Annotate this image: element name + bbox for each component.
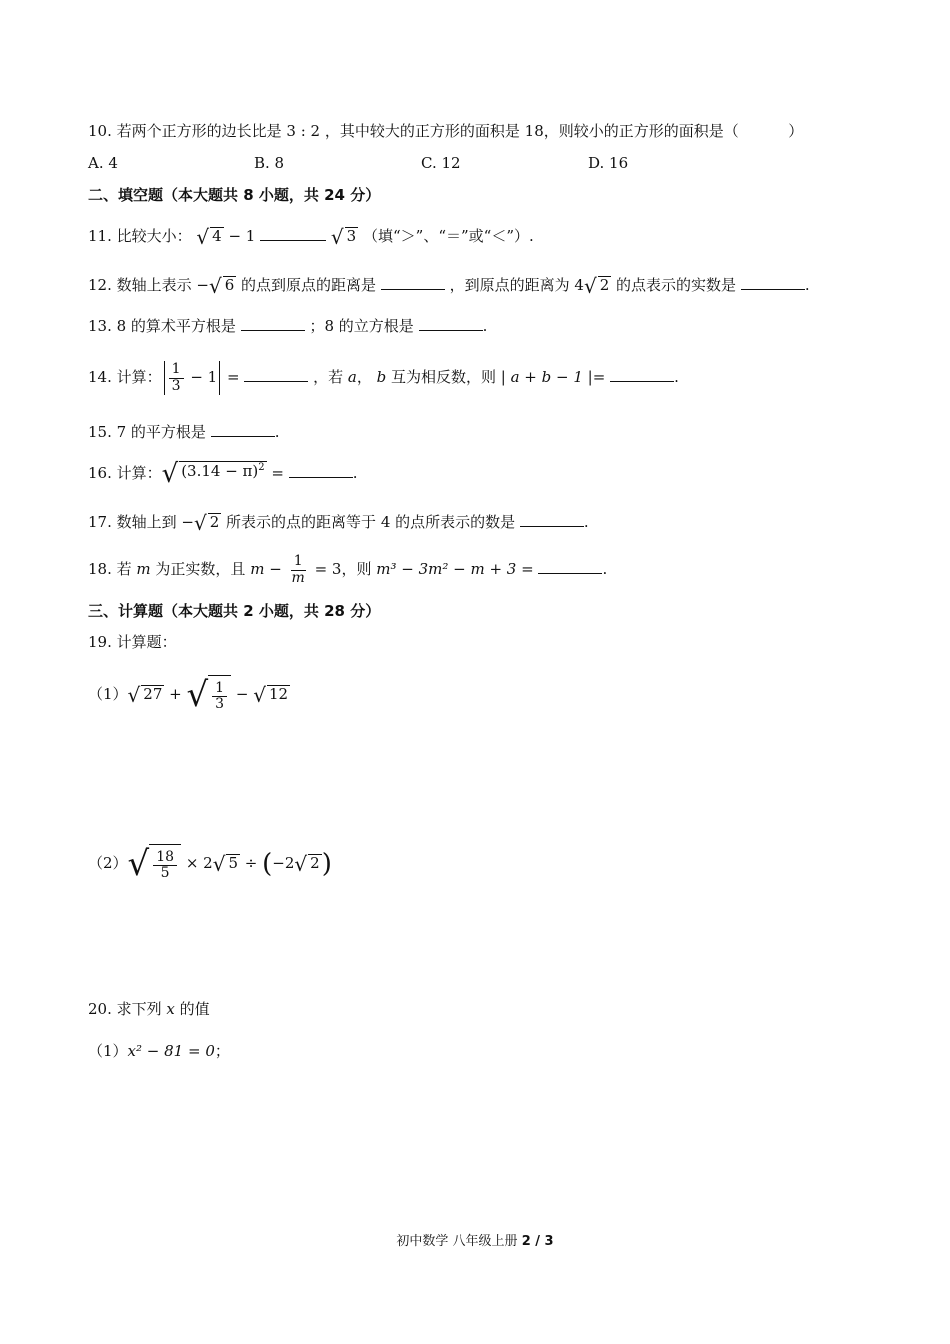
q10-close: ） <box>788 122 804 140</box>
q18-eq3: = 3，则 <box>309 560 377 578</box>
q19-p2-div: ÷ <box>240 854 263 872</box>
q18-expr: m³ − 3m² − m + 3 = <box>376 560 539 578</box>
q12-blank-1[interactable] <box>381 273 445 290</box>
question-15 <box>88 420 280 443</box>
q13-blank-1[interactable] <box>241 314 305 331</box>
q19-p2-sqrt-frac: √ $\frac{18}{5}$ <box>128 844 182 884</box>
q19-p1-sqrt-27: √ 27 <box>127 683 163 707</box>
question-17 <box>88 510 589 533</box>
q19-p1-num: 1 <box>212 681 227 697</box>
q19-p2-rparen: ) <box>321 849 332 879</box>
q14-comma: ， <box>356 368 377 386</box>
q14-fraction <box>169 362 184 394</box>
q16-end: . <box>352 464 358 482</box>
q14-mid: ，若 <box>313 368 348 386</box>
q10-stem: 10. 若两个正方形的边长比是 <box>88 122 282 140</box>
q14-mid2: 互为相反数，则 | <box>386 368 511 386</box>
q20-title-pre: 20. 求下列 <box>88 1000 167 1018</box>
question-18 <box>88 550 607 588</box>
q10-option-a: A. 4 <box>88 154 118 172</box>
q14-eq: = <box>222 368 245 386</box>
q17-mid: 所表示的点的距离等于 4 的点所表示的数是 <box>226 513 516 531</box>
q19-p2-sqrt-5: √ 5 <box>212 852 238 876</box>
q16-prefix: 16. 计算： <box>88 464 162 482</box>
q19-p2-num: 18 <box>153 850 177 866</box>
question-11 <box>88 224 534 247</box>
q16-exp: 2 <box>258 462 265 473</box>
q19-p1-sqrt-frac: √ $\frac{1}{3}$ <box>187 675 232 715</box>
q20-p1-expr: x² − 81 = 0 <box>127 1042 215 1060</box>
q11-sqrt-3: √ 3 <box>330 225 357 249</box>
q17-prefix: 17. 数轴上到 − <box>88 513 194 531</box>
q11-minus: − 1 <box>223 227 256 245</box>
q13-prefix: 13. 8 的算术平方根是 <box>88 317 236 335</box>
q19-p1-plus: + <box>164 685 187 703</box>
q18-end: . <box>602 560 608 578</box>
q19-p2-neg: −2 <box>272 854 295 872</box>
q11-suffix: （填“＞”、“＝”或“＜”）. <box>363 227 534 245</box>
q17-end: . <box>583 513 589 531</box>
q12-prefix: 12. 数轴上表示 − <box>88 276 209 294</box>
q16-sqrt: √ $(3.14 - \pi)^2$ <box>161 459 265 489</box>
q14-expr: a + b − 1 <box>510 368 583 386</box>
q16-radicand <box>179 461 266 487</box>
q20-p1-label: （1） <box>88 1042 128 1060</box>
q15-blank[interactable] <box>211 420 275 437</box>
q18-den: m <box>291 569 305 586</box>
q16-blank[interactable] <box>289 461 353 478</box>
q20-var-x: x <box>166 1000 175 1018</box>
q14-num: 1 <box>169 362 184 378</box>
q19-p1-minus: − <box>231 685 254 703</box>
q11-sqrt-4: √ 4 <box>196 225 222 249</box>
q12-sqrt-2: √ 2 <box>583 274 610 298</box>
question-14 <box>88 358 679 396</box>
q19-p2-frac <box>153 850 177 882</box>
q17-blank[interactable] <box>520 510 584 527</box>
q14-var-a: a <box>347 368 357 386</box>
q14-prefix: 14. 计算： <box>88 368 162 386</box>
q14-den: 3 <box>171 377 181 394</box>
question-20-part-1 <box>88 1040 230 1062</box>
q18-minus: − <box>264 560 287 578</box>
question-19-title: 19. 计算题： <box>88 633 177 651</box>
q10-option-d: D. 16 <box>588 154 629 172</box>
q19-p1-frac <box>212 681 227 713</box>
q19-p1-label: （1） <box>88 685 128 703</box>
q14-blank-2[interactable] <box>610 365 674 382</box>
page-footer <box>0 1230 950 1249</box>
q10-option-c: C. 12 <box>421 154 461 172</box>
question-16 <box>88 456 358 490</box>
q13-blank-2[interactable] <box>419 314 483 331</box>
question-13 <box>88 314 487 337</box>
q10-options <box>88 152 788 174</box>
section-3-heading: 三、计算题（本大题共 2 小题，共 28 分） <box>88 602 381 620</box>
q11-prefix: 11. 比较大小： <box>88 227 192 245</box>
q19-p2-label: （2） <box>88 854 128 872</box>
question-12 <box>88 273 810 296</box>
q19-p2-times: × 2 <box>181 854 213 872</box>
q14-minus: − 1 <box>185 368 218 386</box>
q11-blank[interactable] <box>260 224 326 241</box>
q12-mid2: ，到原点的距离为 4 <box>449 276 584 294</box>
q15-end: . <box>274 423 280 441</box>
q19-p2-lparen: ( <box>262 849 273 879</box>
q20-p1-end: ； <box>214 1042 230 1060</box>
q15-prefix: 15. 7 的平方根是 <box>88 423 206 441</box>
q14-abs-left <box>164 361 165 395</box>
q14-blank-1[interactable] <box>244 365 308 382</box>
q14-abs-right <box>219 361 220 395</box>
q18-num: 1 <box>291 554 306 570</box>
q18-mid: 为正实数，且 <box>150 560 251 578</box>
q18-prefix: 18. 若 <box>88 560 137 578</box>
q20-title-post: 的值 <box>174 1000 210 1018</box>
q19-p1-frac-wrap <box>208 675 231 715</box>
q14-end: . <box>674 368 679 386</box>
q12-mid: 的点到原点的距离是 <box>241 276 377 294</box>
q16-inner: (3.14 − π) <box>181 462 259 480</box>
q18-blank[interactable] <box>538 557 602 574</box>
section-2-heading: 二、填空题（本大题共 8 小题，共 24 分） <box>88 186 381 204</box>
question-19-part-1 <box>88 672 290 716</box>
q19-p2-den: 5 <box>160 865 170 881</box>
q13-mid: ；8 的立方根是 <box>309 317 414 335</box>
q10-ratio: 3 : 2 <box>286 122 321 140</box>
q12-sqrt-6: √ 6 <box>208 274 235 298</box>
q18-var-m: m <box>136 560 151 578</box>
q14-var-b: b <box>376 368 387 386</box>
q19-p2-sqrt-2: √ 2 <box>294 852 320 876</box>
q12-blank-2[interactable] <box>741 273 805 290</box>
footer-text: 初中数学 八年级上册 <box>396 1234 522 1249</box>
q14-end2: |= <box>582 368 611 386</box>
q18-fraction <box>289 554 308 586</box>
q10-option-b: B. 8 <box>254 154 285 172</box>
page-number: 2 / 3 <box>521 1234 554 1249</box>
q13-end: . <box>482 317 488 335</box>
q19-p2-frac-wrap <box>149 844 181 884</box>
q18-var-m2: m <box>250 560 265 578</box>
question-20-title <box>88 998 210 1020</box>
q19-p1-den: 3 <box>215 696 225 712</box>
q12-end: . <box>804 276 810 294</box>
q10-rest: ，其中较大的正方形的面积是 18，则较小的正方形的面积是（ <box>324 122 739 140</box>
question-19-part-2 <box>88 840 332 887</box>
q19-p1-sqrt-12: √ 12 <box>253 683 289 707</box>
question-10 <box>88 120 803 142</box>
q17-sqrt-2: √ 2 <box>193 511 220 535</box>
q16-eq: = <box>266 464 289 482</box>
q12-mid3: 的点表示的实数是 <box>616 276 737 294</box>
